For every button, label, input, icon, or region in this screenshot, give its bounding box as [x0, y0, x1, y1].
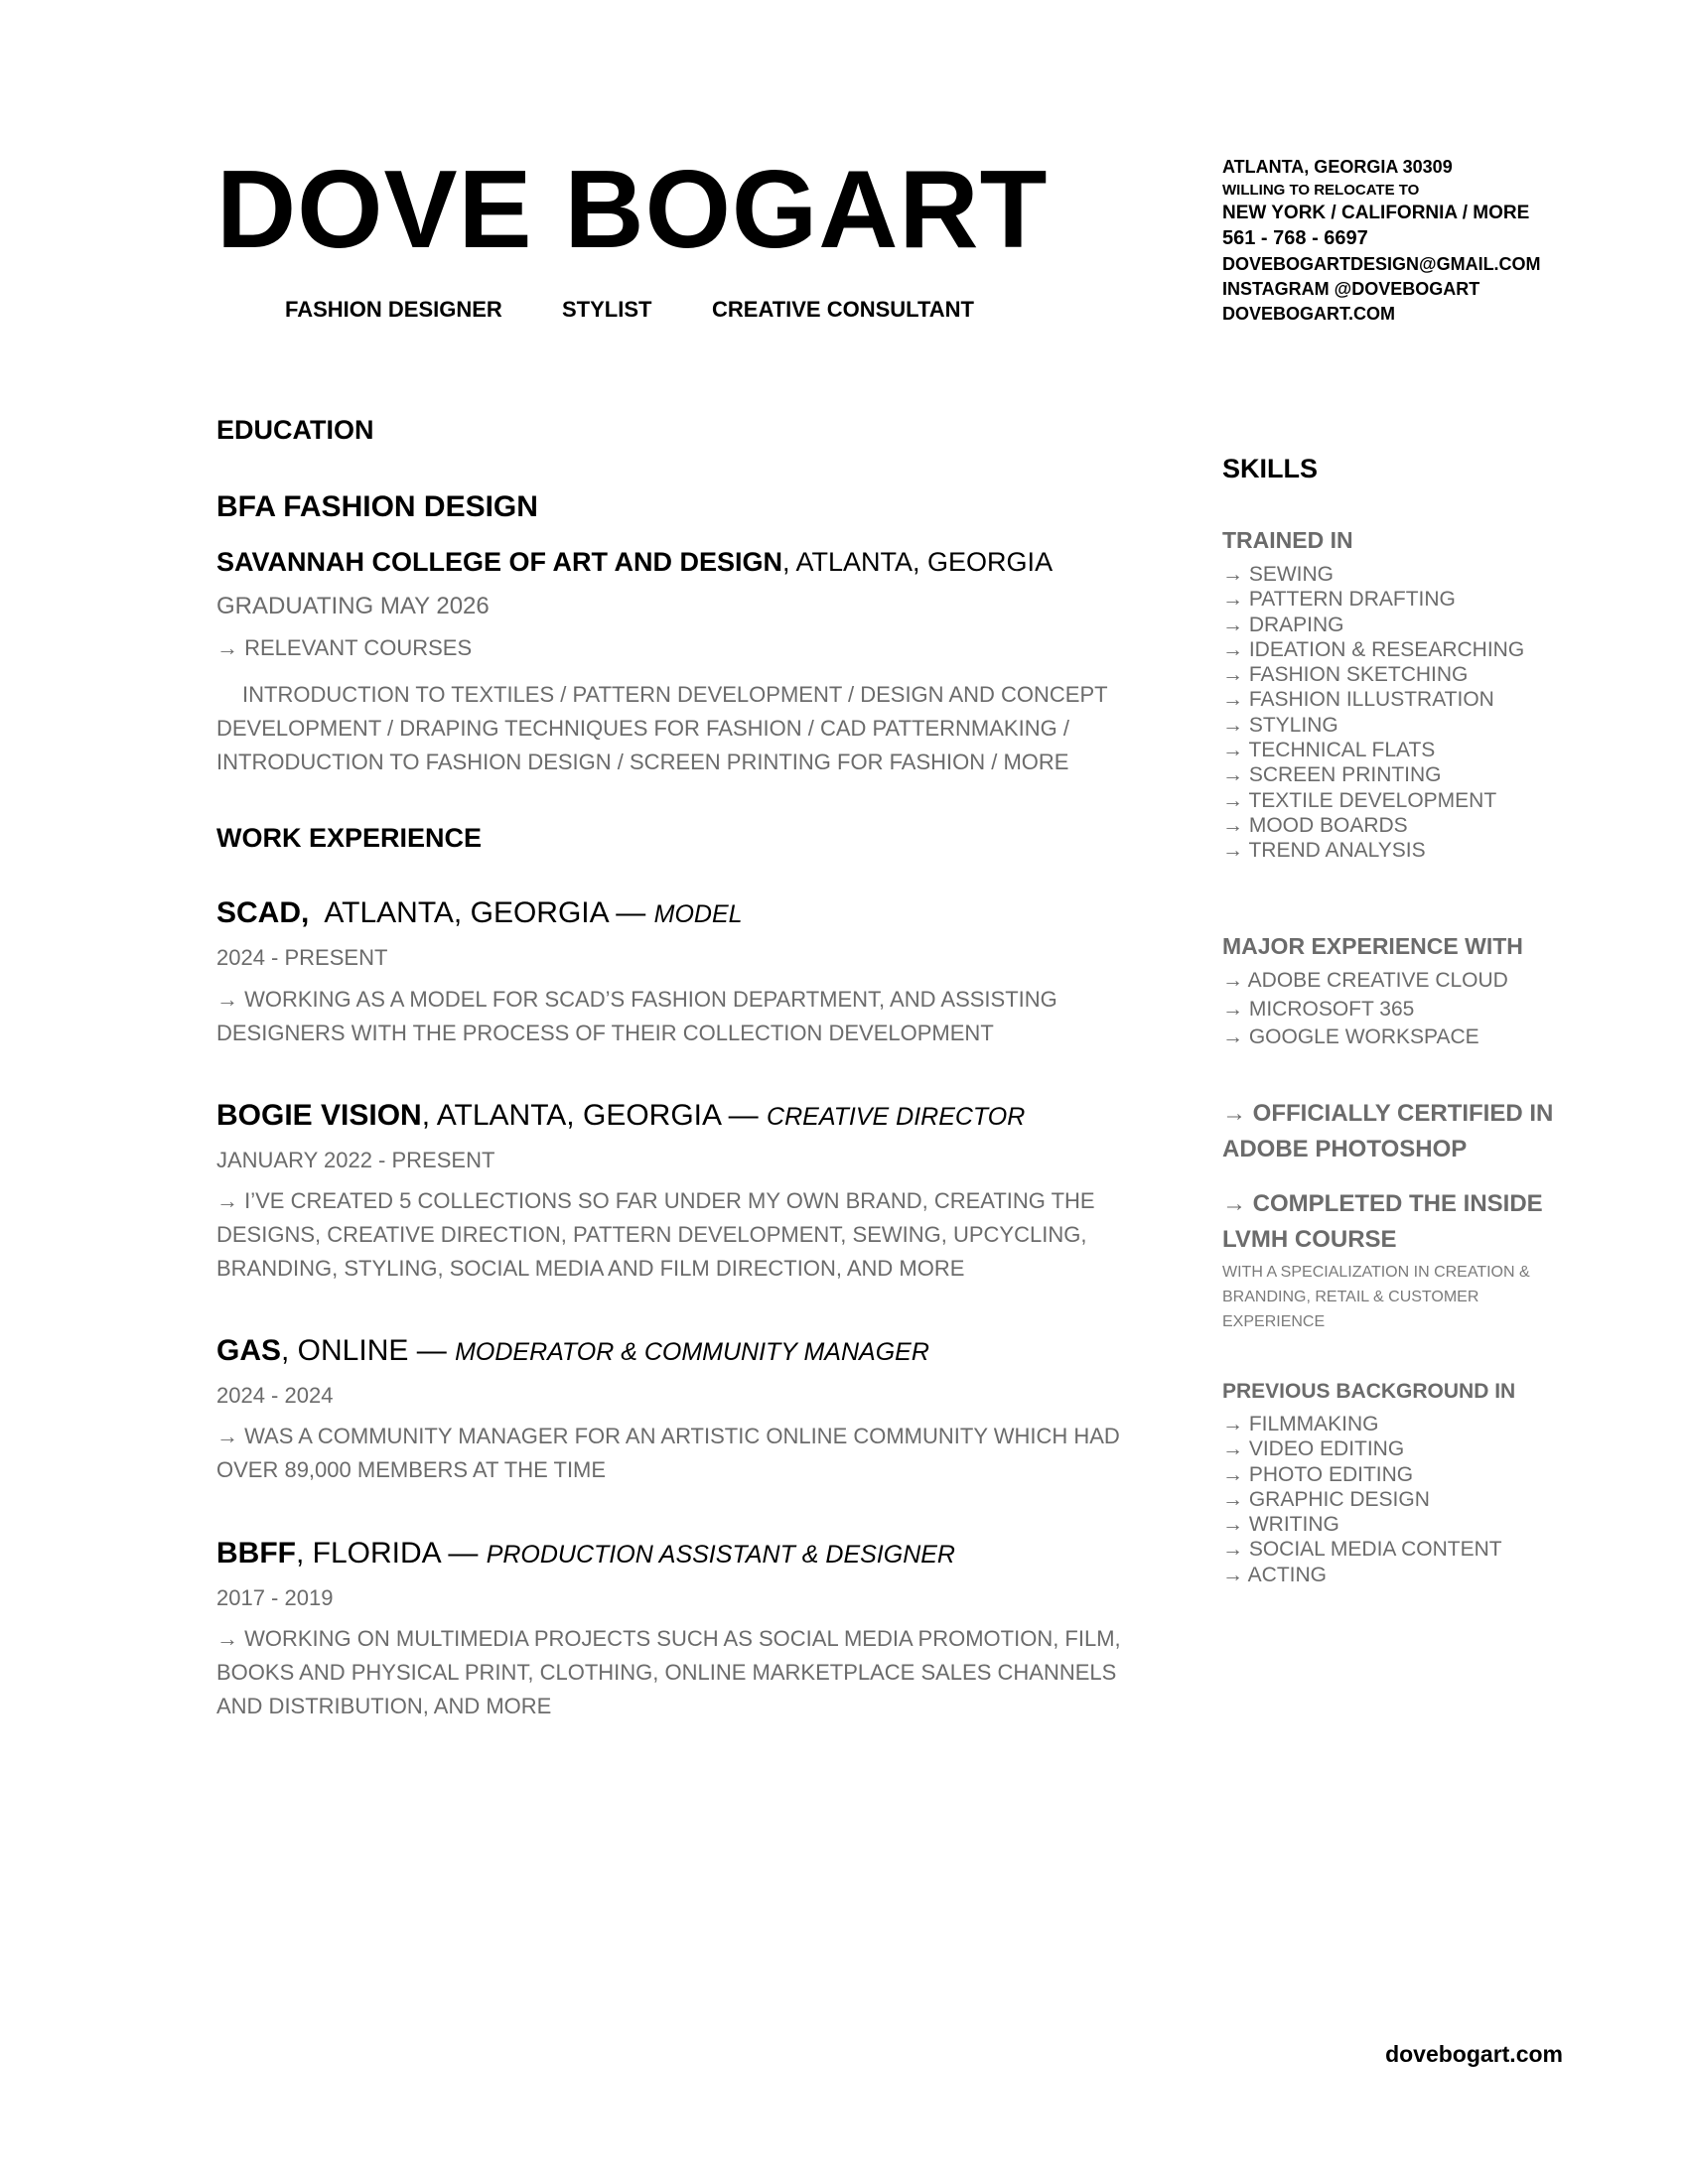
instagram-handle[interactable]: INSTAGRAM @DOVEBOGART: [1222, 279, 1480, 299]
job-description: → WAS A COMMUNITY MANAGER FOR AN ARTISTIC ONLINE COMMUNITY WHICH HAD OVER 89,000 MEMBERS AT THE TIME: [216, 1424, 1120, 1482]
job-role: MODERATOR & COMMUNITY MANAGER: [455, 1338, 929, 1366]
certification-note: → OFFICIALLY CERTIFIED IN ADOBE PHOTOSHOP: [1222, 1100, 1554, 1162]
list-item: → GRAPHIC DESIGN: [1222, 1487, 1430, 1511]
list-item: → STYLING: [1222, 713, 1338, 737]
trained-in-list: [1222, 562, 1639, 864]
list-item: → TECHNICAL FLATS: [1222, 739, 1436, 762]
footer-website-link[interactable]: dovebogart.com: [1385, 2041, 1563, 2067]
address: ATLANTA, GEORGIA 30309: [1222, 157, 1453, 177]
contact-block: [1222, 155, 1659, 327]
list-item: → SEWING: [1222, 563, 1335, 586]
list-item: → DRAPING: [1222, 613, 1344, 636]
list-item: → IDEATION & RESEARCHING: [1222, 637, 1525, 661]
courses-label: → RELEVANT COURSES: [216, 635, 473, 660]
job-dates: 2024 - PRESENT: [216, 945, 388, 970]
job-role: CREATIVE DIRECTOR: [767, 1103, 1026, 1131]
previous-background-block: [1222, 1380, 1639, 1587]
school-name: SAVANNAH COLLEGE OF ART AND DESIGN: [216, 547, 783, 577]
graduation-date: GRADUATING MAY 2026: [216, 593, 490, 619]
job-title-bbff: [216, 1537, 955, 1570]
job-description: → WORKING ON MULTIMEDIA PROJECTS SUCH AS SOCIAL MEDIA PROMOTION, FILM, BOOKS AND PHYSICAL PRINT, CLOTHING, ONLINE MARKETPLACE SALES CHANNELS AND DISTRIBUTION, AND MORE: [216, 1626, 1121, 1718]
lvmh-specialization: WITH A SPECIALIZATION IN CREATION & BRANDING, RETAIL & CUSTOMER EXPERIENCE: [1222, 1264, 1530, 1330]
list-item: → PHOTO EDITING: [1222, 1462, 1414, 1486]
list-item: → FILMMAKING: [1222, 1413, 1379, 1435]
list-item: → TEXTILE DEVELOPMENT: [1222, 788, 1497, 812]
degree-title: BFA FASHION DESIGN: [216, 490, 538, 523]
major-experience-block: [1222, 933, 1639, 1052]
education-heading: EDUCATION: [216, 415, 374, 445]
job-location: , ATLANTA, GEORGIA —: [421, 1099, 768, 1132]
job-org: SCAD,: [216, 896, 310, 929]
courses-list: [216, 678, 1140, 779]
job-location: , FLORIDA —: [295, 1537, 487, 1570]
trained-in-heading: TRAINED IN: [1222, 527, 1353, 553]
job-location: ATLANTA, GEORGIA —: [309, 896, 654, 929]
candidate-name: DOVE BOGART: [216, 148, 1049, 271]
phone-number: 561 - 768 - 6697: [1222, 227, 1368, 249]
list-item: → ACTING: [1222, 1563, 1328, 1586]
major-experience-heading: MAJOR EXPERIENCE WITH: [1222, 933, 1523, 959]
job-dates: 2024 - 2024: [216, 1383, 334, 1408]
list-item: → SCREEN PRINTING: [1222, 763, 1442, 787]
list-item: → ADOBE CREATIVE CLOUD: [1222, 969, 1508, 992]
major-experience-list: [1222, 967, 1639, 1052]
job-dates: 2017 - 2019: [216, 1585, 334, 1610]
list-item: → SOCIAL MEDIA CONTENT: [1222, 1538, 1502, 1562]
lvmh-course-note: → COMPLETED THE INSIDE LVMH COURSE: [1222, 1190, 1543, 1253]
previous-background-list: [1222, 1412, 1639, 1587]
work-heading: WORK EXPERIENCE: [216, 823, 483, 853]
role-stylist: STYLIST: [562, 297, 652, 322]
list-item: → VIDEO EDITING: [1222, 1437, 1405, 1461]
role-creative-consultant: CREATIVE CONSULTANT: [712, 297, 974, 322]
job-role: PRODUCTION ASSISTANT & DESIGNER: [486, 1541, 955, 1569]
job-location: , ONLINE —: [281, 1334, 456, 1367]
job-org: GAS: [216, 1334, 282, 1367]
relocate-places: NEW YORK / CALIFORNIA / MORE: [1222, 203, 1530, 223]
job-role: MODEL: [653, 900, 743, 928]
website-link[interactable]: DOVEBOGART.COM: [1222, 304, 1396, 324]
email-link[interactable]: DOVEBOGARTDESIGN@GMAIL.COM: [1222, 254, 1541, 274]
list-item: → WRITING: [1222, 1513, 1339, 1537]
list-item: → MOOD BOARDS: [1222, 813, 1408, 837]
list-item: → GOOGLE WORKSPACE: [1222, 1025, 1479, 1048]
job-description: → WORKING AS A MODEL FOR SCAD’S FASHION DEPARTMENT, AND ASSISTING DESIGNERS WITH THE PROCESS OF THEIR COLLECTION DEVELOPMENT: [216, 987, 1057, 1045]
courses-text: INTRODUCTION TO TEXTILES / PATTERN DEVELOPMENT / DESIGN AND CONCEPT DEVELOPMENT / DRAPING TECHNIQUES FOR FASHION / CAD PATTERNMAKING / INTRODUCTION TO FASHION DESIGN / SCREEN PRINTING FOR FASHION / MORE: [216, 682, 1108, 774]
relocate-note: WILLING TO RELOCATE TO: [1222, 182, 1420, 199]
job-description: → I’VE CREATED 5 COLLECTIONS SO FAR UNDER MY OWN BRAND, CREATING THE DESIGNS, CREATIVE DIRECTION, PATTERN DEVELOPMENT, SEWING, UPCYCLING, BRANDING, STYLING, SOCIAL MEDIA AND FILM DIRECTION, AND MORE: [216, 1188, 1095, 1281]
job-title-gas: [216, 1334, 929, 1368]
list-item: → MICROSOFT 365: [1222, 997, 1415, 1021]
list-item: → FASHION SKETCHING: [1222, 663, 1469, 687]
role-fashion-designer: FASHION DESIGNER: [285, 297, 502, 322]
school-line: [216, 547, 1053, 578]
job-title-scad: [216, 896, 743, 930]
trained-in-block: [1222, 527, 1639, 864]
list-item: → TREND ANALYSIS: [1222, 839, 1426, 863]
job-dates: JANUARY 2022 - PRESENT: [216, 1148, 495, 1172]
list-item: → FASHION ILLUSTRATION: [1222, 688, 1494, 712]
school-location: , ATLANTA, GEORGIA: [782, 547, 1054, 577]
list-item: → PATTERN DRAFTING: [1222, 588, 1456, 612]
job-title-bogie-vision: [216, 1099, 1025, 1133]
job-org: BBFF: [216, 1537, 296, 1570]
job-org: BOGIE VISION: [216, 1099, 422, 1132]
skills-heading: SKILLS: [1222, 454, 1319, 483]
previous-background-heading: PREVIOUS BACKGROUND IN: [1222, 1380, 1516, 1403]
